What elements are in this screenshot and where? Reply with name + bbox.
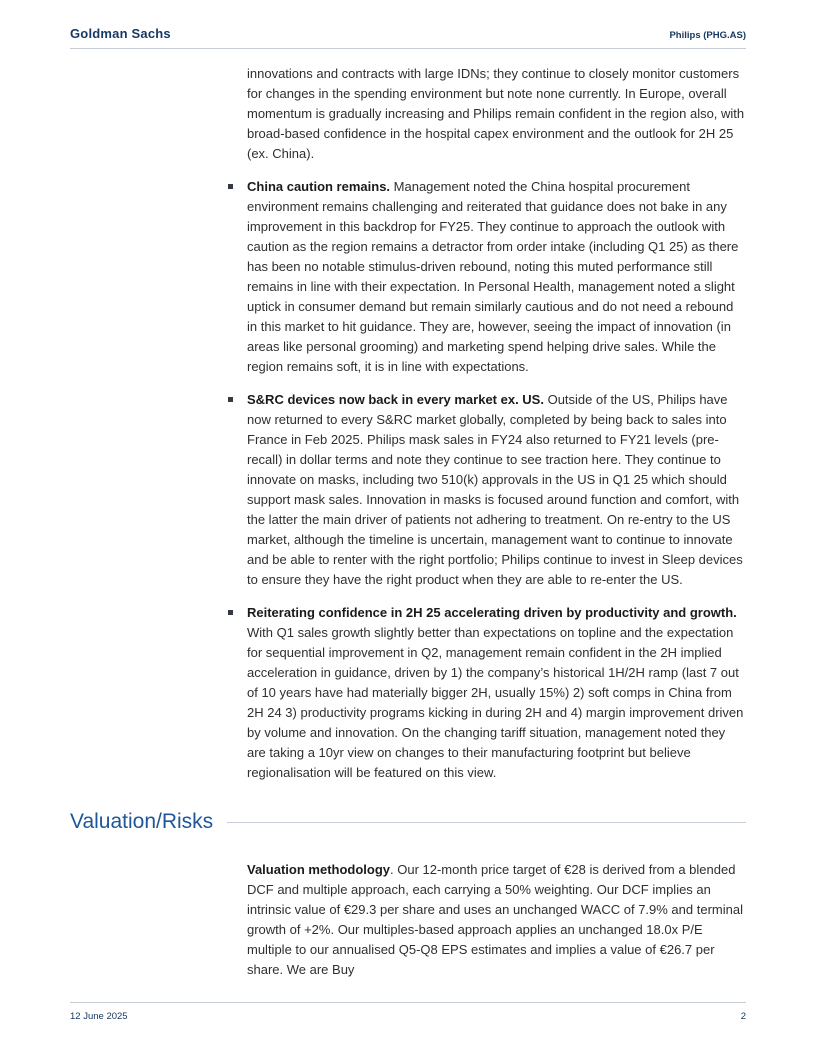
page-content bbox=[70, 64, 746, 993]
bullet-paragraph bbox=[247, 177, 746, 377]
footer-page-number: 2 bbox=[740, 1011, 746, 1022]
bullet-square-icon bbox=[228, 397, 233, 402]
intro-paragraph: innovations and contracts with large IDNs; they continue to closely monitor customers for changes in the spending environment but note none currently. In Europe, overall momentum is gradually increasing and Philips remain confident in the region also, with broad-based confidence in the hospital capex environment and the outlook for 2H 25 (ex. China). bbox=[247, 66, 745, 161]
bullet-lead: Reiterating confidence in 2H 25 accelerating driven by productivity and growth. bbox=[247, 605, 737, 620]
page-footer bbox=[70, 1002, 746, 1022]
footer-date: 12 June 2025 bbox=[70, 1011, 128, 1022]
bullet-body: With Q1 sales growth slightly better than expectations on topline and the expectation for sequential improvement in Q2, management remain confident in the 2H implied acceleration in guidance, driven by 1) the company’s historical 1H/2H ramp (last 7 out of 10 years have had materially bigger 2H, usually 15%) 2) soft comps in China from 2H 24 3) productivity programs kicking in during 2H and 4) margin improvement driven by volume and innovation. On the changing tariff situation, management noted they are taking a 10yr view on changes to their manufacturing footprint but believe regionalisation will be featured on this view. bbox=[247, 625, 744, 780]
document-title: Philips (PHG.AS) bbox=[669, 30, 746, 41]
bullet-lead: S&RC devices now back in every market ex. US. bbox=[247, 392, 544, 407]
valuation-body: . Our 12-month price target of €28 is derived from a blended DCF and multiple approach, each carrying a 50% weighting. Our DCF implies an intrinsic value of €29.3 per share and uses an unchanged WACC of 7.9% and terminal growth of +2%. Our multiples-based approach applies an unchanged 18.0x P/E multiple to our annualised Q5-Q8 EPS estimates and implies a value of €26.7 per share. We are Buy bbox=[247, 862, 743, 977]
bullet-item-2h25-confidence bbox=[247, 603, 746, 783]
valuation-text-column bbox=[247, 860, 746, 980]
section-rule-line bbox=[227, 822, 746, 823]
brand-logo-text: Goldman Sachs bbox=[70, 26, 171, 41]
bullet-square-icon bbox=[228, 610, 233, 615]
bullet-paragraph bbox=[247, 390, 746, 590]
section-title-valuation-risks: Valuation/Risks bbox=[70, 810, 214, 833]
bullet-body: Management noted the China hospital procurement environment remains challenging and reiterated that guidance does not bake in any improvement in this backdrop for FY25. They continue to approach the outlook with caution as the region remains a detractor from order intake (including Q1 25) as there has been no notable stimulus-driven rebound, noting this muted performance still remains in line with their expectation. In Personal Health, management noted a slight uptick in consumer demand but remain similarly cautious and do not need a rebound in this market to hit guidance. They are, however, seeing the impact of innovation (in areas like personal grooming) and marketing spend helping drive sales. While the region remains soft, it is in line with expectations. bbox=[247, 179, 739, 374]
bullet-square-icon bbox=[228, 184, 233, 189]
bullet-body: Outside of the US, Philips have now returned to every S&RC market globally, completed by being back to sales into France in Feb 2025. Philips mask sales in FY24 also returned to FY21 levels (pre-recall) in dollar terms and note they continue to see traction here. They continue to innovate on masks, including two 510(k) approvals in the US in Q1 25 which should support mask sales. Innovation in masks is focused around function and comfort, with the latter the main driver of patients not adhering to treatment. On re-entry to the US market, although the timeline is uncertain, management want to continue to innovate and be able to renter with the right portfolio; Philips continue to invest in Sleep devices to ensure they have the right product when they are able to re-enter the US. bbox=[247, 392, 743, 587]
page-header bbox=[70, 26, 746, 49]
section-heading-row bbox=[70, 810, 746, 834]
valuation-lead: Valuation methodology bbox=[247, 862, 391, 877]
bullet-lead: China caution remains. bbox=[247, 179, 391, 194]
bullet-item-china bbox=[247, 177, 746, 377]
valuation-paragraph bbox=[247, 860, 746, 980]
bullet-paragraph bbox=[247, 603, 746, 783]
bullet-item-src-devices bbox=[247, 390, 746, 590]
body-text-column bbox=[247, 64, 746, 783]
